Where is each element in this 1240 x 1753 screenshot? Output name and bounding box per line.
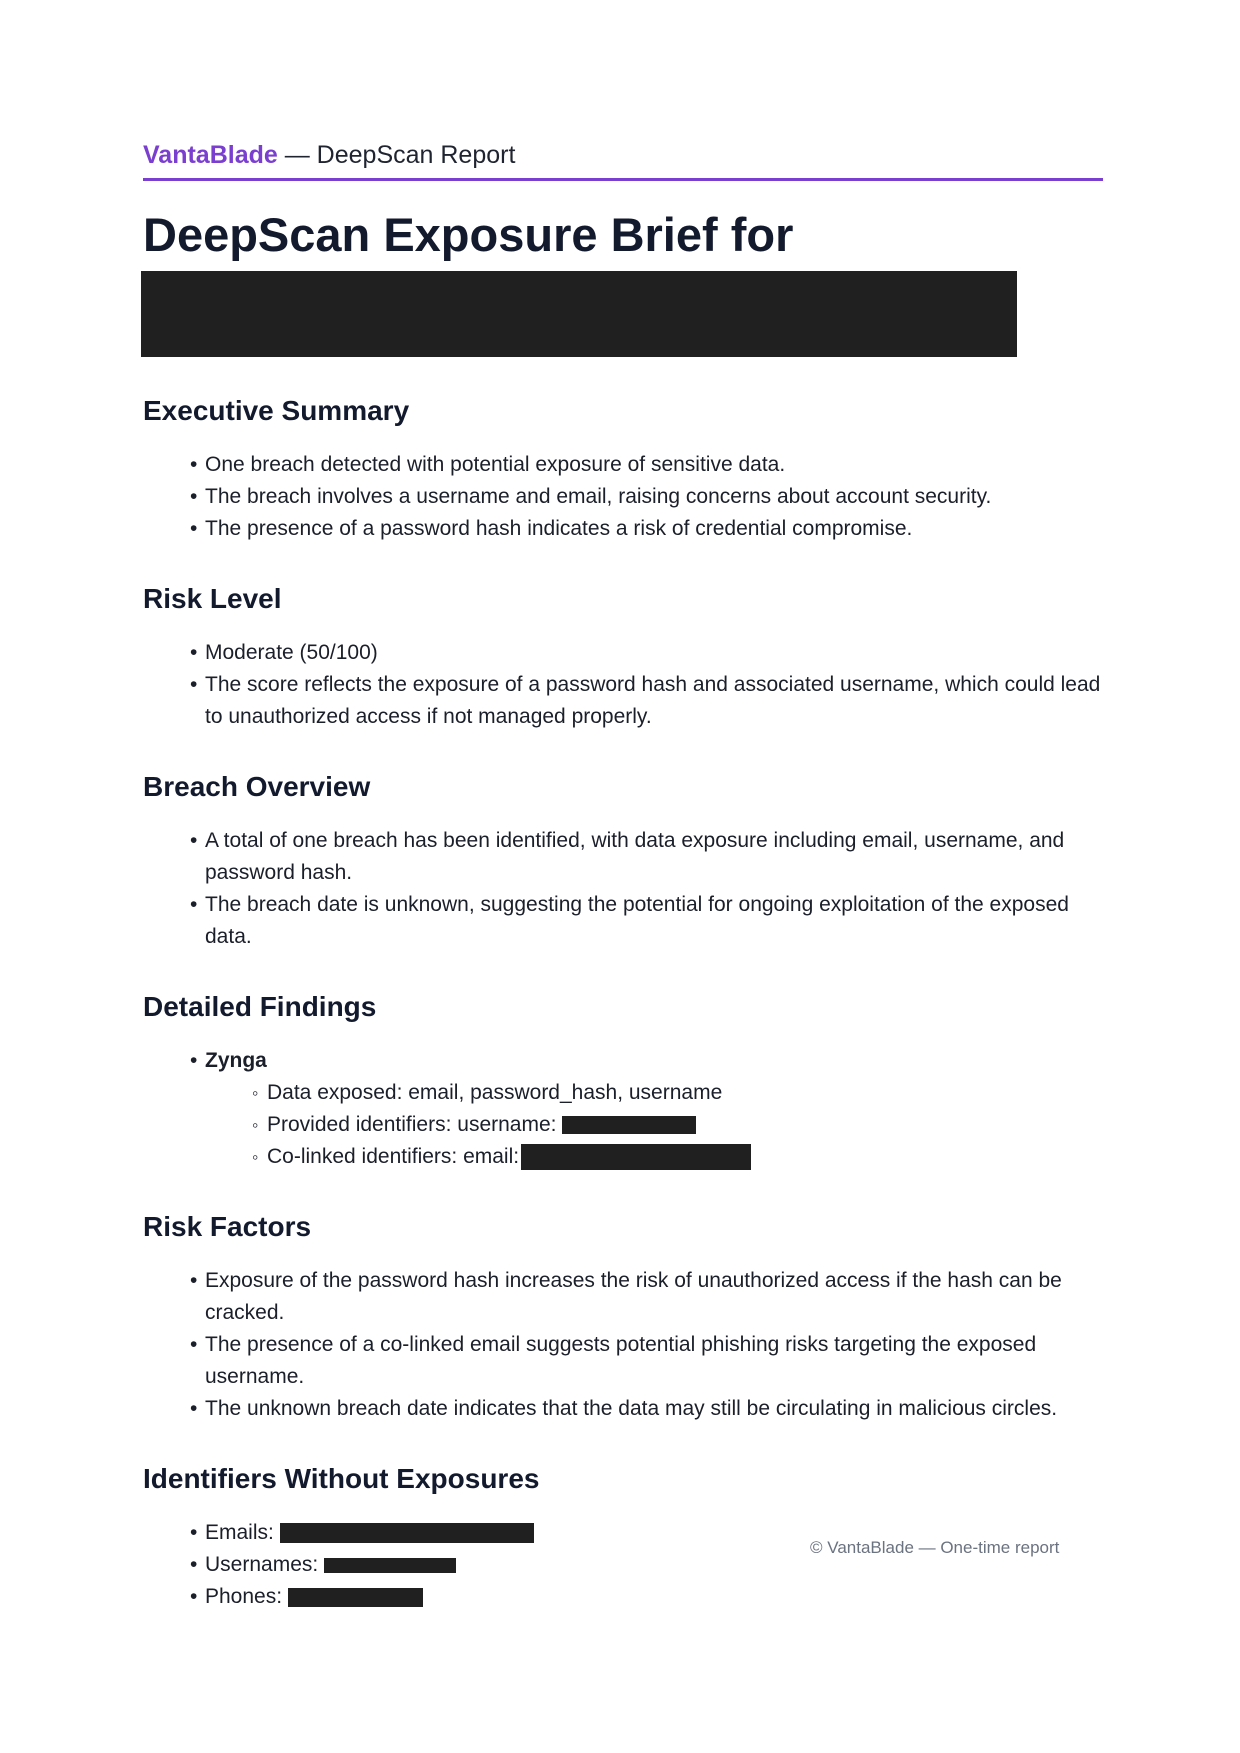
redacted-username xyxy=(562,1116,696,1134)
phones-label: Phones: xyxy=(205,1585,288,1608)
risk-level-heading: Risk Level xyxy=(143,583,282,614)
list-item: • The presence of a password hash indicates a risk of credential compromise. xyxy=(205,513,1103,545)
list-item: • Exposure of the password hash increases the risk of unauthorized access if the hash can be cracked. xyxy=(205,1265,1103,1329)
breach-overview-heading: Breach Overview xyxy=(143,771,371,802)
redacted-phones xyxy=(288,1588,423,1607)
list-item: • The presence of a co-linked email suggests potential phishing risks targeting the exposed username. xyxy=(205,1329,1103,1393)
breach-overview-list xyxy=(143,825,1103,953)
redacted-usernames xyxy=(324,1558,456,1573)
report-page xyxy=(143,138,1103,1613)
list-item: • One breach detected with potential exposure of sensitive data. xyxy=(205,449,1103,481)
phones-item xyxy=(205,1581,1103,1613)
emails-label: Emails: xyxy=(205,1521,280,1544)
list-item: • The unknown breach date indicates that the data may still be circulating in malicious circles. xyxy=(205,1393,1103,1425)
list-item: • The score reflects the exposure of a password hash and associated username, which could lead to unauthorized access if not managed properly. xyxy=(205,669,1103,733)
identifiers-without-exposures-heading: Identifiers Without Exposures xyxy=(143,1463,540,1494)
colinked-identifiers-label: Co-linked identifiers: email: xyxy=(267,1145,520,1168)
executive-summary-list xyxy=(143,449,1103,545)
list-item xyxy=(205,1045,1103,1173)
data-exposed-item: ◦ Data exposed: email, password_hash, username xyxy=(267,1077,1103,1109)
report-title: DeepScan Exposure Brief for xyxy=(143,208,794,261)
detailed-findings-list xyxy=(143,1045,1103,1173)
report-header xyxy=(143,138,1103,181)
provided-identifiers-item xyxy=(267,1109,1103,1141)
footer-note: © VantaBlade — One-time report xyxy=(810,1538,1060,1557)
redacted-emails xyxy=(280,1523,534,1543)
header-subtitle: — DeepScan Report xyxy=(277,141,516,169)
risk-factors-list xyxy=(143,1265,1103,1425)
list-item: • The breach date is unknown, suggesting the potential for ongoing exploitation of the exposed data. xyxy=(205,889,1103,953)
usernames-label: Usernames: xyxy=(205,1553,325,1576)
redacted-name-block xyxy=(141,271,1017,357)
colinked-identifiers-item xyxy=(267,1141,1103,1173)
provided-identifiers-label: Provided identifiers: username: xyxy=(267,1113,563,1136)
brand-name: VantaBlade xyxy=(143,141,278,169)
list-item: • Moderate (50/100) xyxy=(205,637,1103,669)
risk-factors-heading: Risk Factors xyxy=(143,1211,312,1242)
list-item: • A total of one breach has been identified, with data exposure including email, username, and password hash. xyxy=(205,825,1103,889)
list-item: • The breach involves a username and email, raising concerns about account security. xyxy=(205,481,1103,513)
executive-summary-heading: Executive Summary xyxy=(143,395,410,426)
breach-name: Zynga xyxy=(205,1049,267,1072)
detailed-findings-heading: Detailed Findings xyxy=(143,991,377,1022)
redacted-email xyxy=(521,1144,751,1170)
identifiers-list xyxy=(143,1517,1103,1613)
breach-details-list xyxy=(205,1077,1103,1173)
risk-level-list xyxy=(143,637,1103,733)
